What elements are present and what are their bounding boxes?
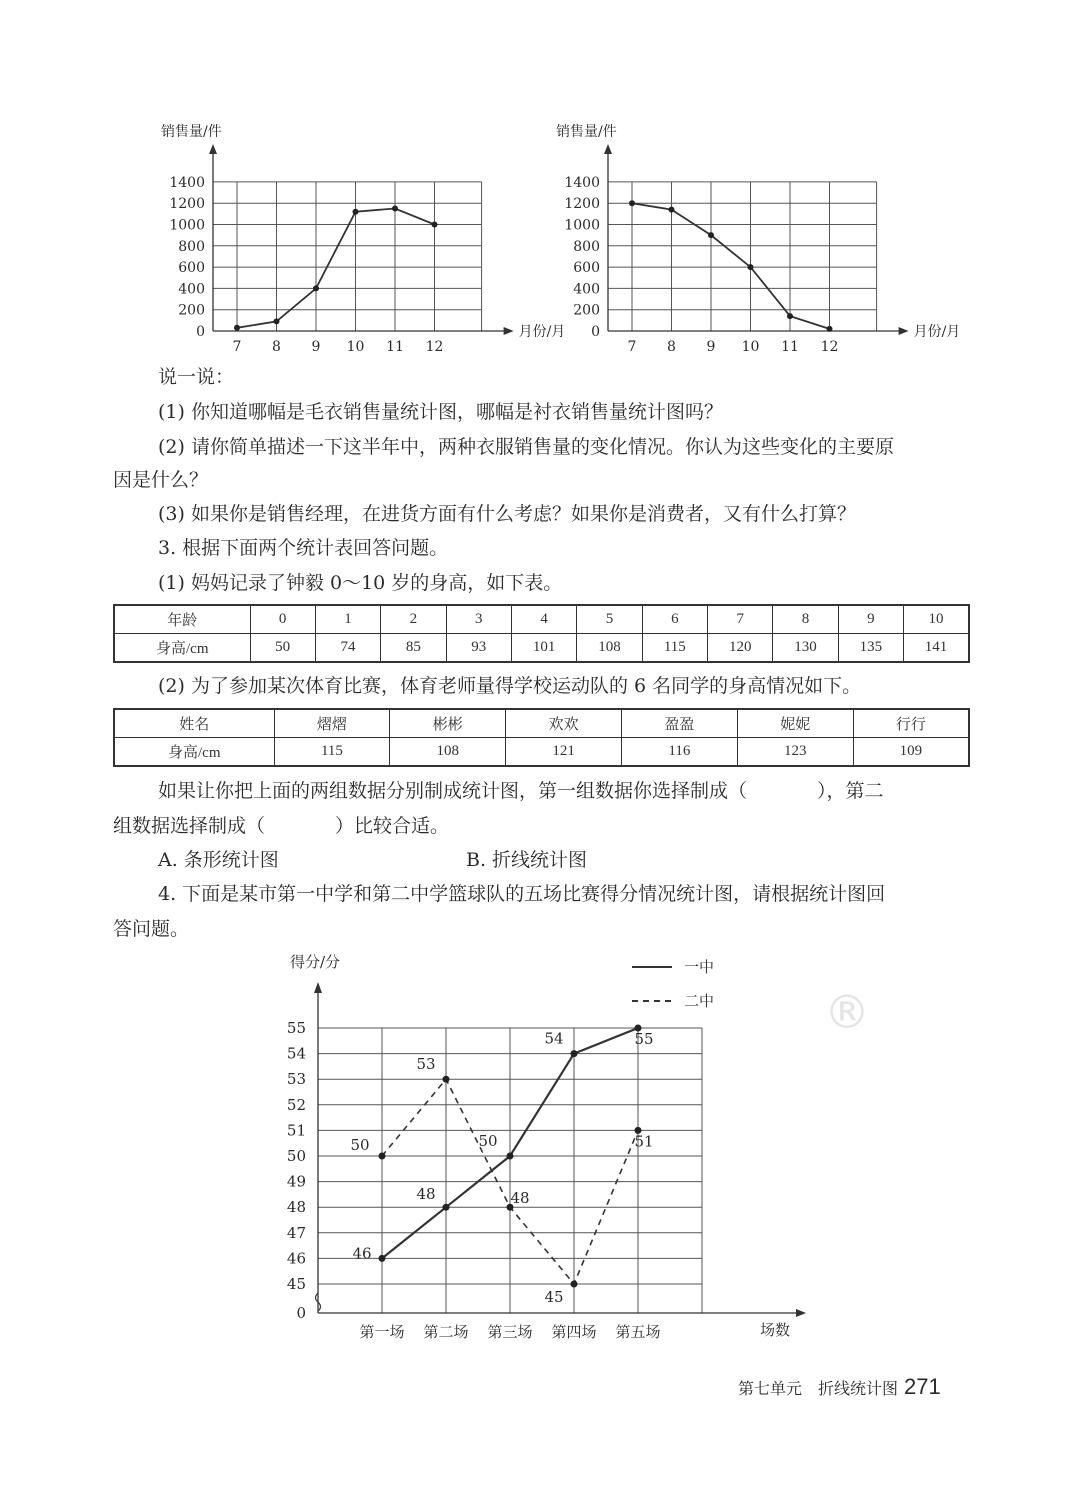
x-axis-label: 月份/月 — [913, 324, 961, 340]
data-point — [379, 1153, 386, 1160]
y-tick-label: 55 — [286, 1019, 306, 1037]
basketball-score-chart — [270, 945, 830, 1345]
data-point — [234, 325, 240, 331]
problem-3-sub-1: (1) 妈妈记录了钟毅 0～10 岁的身高，如下表。 — [158, 572, 563, 594]
x-tick-label: 11 — [386, 339, 404, 355]
x-tick-label: 第一场 — [359, 1323, 405, 1341]
x-tick-label: 10 — [346, 339, 365, 355]
x-axis-label: 月份/月 — [518, 324, 566, 340]
table-row-header: 姓名 — [114, 709, 274, 738]
y-tick-label: 46 — [286, 1249, 306, 1268]
table-row: 姓名 熠熠 彬彬 欢欢 盈盈 妮妮 行行 — [114, 709, 969, 738]
problem-3-title: 3. 根据下面两个统计表回答问题。 — [158, 537, 449, 559]
x-tick-label: 第四场 — [551, 1323, 597, 1341]
legend-label: 一中 — [684, 958, 715, 976]
fill-question-line-2: 组数据选择制成（ ）比较合适。 — [113, 815, 450, 837]
data-label: 46 — [352, 1244, 372, 1263]
y-tick-label: 45 — [286, 1275, 306, 1293]
x-tick-label: 7 — [627, 339, 637, 355]
y-tick-label: 53 — [286, 1070, 306, 1089]
y-tick-label: 1000 — [169, 217, 205, 234]
y-tick-label: 1200 — [564, 196, 600, 213]
question-2-line-1: (2) 请你简单描述一下这半年中，两种衣服销售量的变化情况。你认为这些变化的主要原 — [158, 436, 894, 458]
data-point — [443, 1204, 450, 1211]
fill-question-line-1: 如果让你把上面的两组数据分别制成统计图，第一组数据你选择制成（ ），第二 — [158, 780, 884, 802]
data-label: 45 — [544, 1288, 564, 1306]
y-tick-label: 400 — [573, 281, 600, 298]
y-tick-label: 800 — [573, 238, 600, 255]
data-point — [571, 1050, 578, 1057]
data-point — [787, 313, 793, 319]
problem-3-sub-2: (2) 为了参加某次体育比赛，体育老师量得学校运动队的 6 名同学的身高情况如下。 — [158, 675, 862, 697]
table-row: 年龄 0 1 2 3 4 5 6 7 8 9 10 — [114, 605, 969, 634]
y-tick-label: 1000 — [564, 217, 600, 234]
table-row-header: 身高/cm — [114, 634, 250, 663]
table-row-header: 年龄 — [114, 605, 250, 634]
x-axis-arrow — [899, 327, 909, 335]
table-row: 身高/cm 115 108 121 116 123 109 — [114, 738, 969, 767]
question-3: (3) 如果你是销售经理，在进货方面有什么考虑？如果你是消费者，又有什么打算？ — [158, 503, 856, 525]
x-tick-label: 11 — [781, 339, 799, 355]
x-tick-label: 12 — [820, 339, 839, 355]
data-label: 50 — [478, 1132, 498, 1150]
say-heading: 说一说： — [158, 366, 235, 388]
data-label: 51 — [634, 1132, 654, 1151]
data-point — [432, 222, 438, 228]
data-point — [313, 285, 319, 291]
y-tick-label: 800 — [178, 238, 205, 255]
x-tick-label: 第二场 — [423, 1323, 469, 1341]
age-height-table — [113, 604, 970, 663]
data-point — [669, 207, 675, 213]
x-tick-label: 第三场 — [487, 1323, 533, 1341]
y-tick-label: 0 — [196, 324, 205, 340]
question-2-line-2: 因是什么？ — [113, 469, 209, 491]
sweater-shirt-chart-right — [545, 110, 961, 360]
data-point — [353, 209, 359, 215]
y-tick-label: 1200 — [169, 196, 205, 213]
legend-label: 二中 — [684, 992, 715, 1010]
x-tick-label: 8 — [667, 339, 676, 355]
data-point — [629, 200, 635, 206]
y-tick-label: 600 — [573, 260, 600, 277]
y-tick-label: 52 — [286, 1095, 306, 1114]
data-point — [748, 264, 754, 270]
option-a[interactable]: A. 条形统计图 — [158, 849, 279, 871]
y-tick-label: 0 — [296, 1304, 306, 1322]
y-axis-arrow — [604, 144, 612, 154]
x-axis-label: 场数 — [760, 1321, 791, 1339]
data-label: 53 — [416, 1055, 436, 1074]
data-point — [507, 1153, 514, 1160]
option-b[interactable]: B. 折线统计图 — [466, 849, 588, 871]
problem-4-line-1: 4. 下面是某市第一中学和第二中学篮球队的五场比赛得分情况统计图，请根据统计图回 — [158, 883, 886, 905]
data-point — [827, 326, 833, 332]
x-axis-arrow — [504, 327, 514, 335]
data-label: 48 — [416, 1185, 436, 1204]
y-tick-label: 47 — [286, 1223, 306, 1242]
page-footer — [738, 1374, 941, 1400]
x-tick-label: 8 — [272, 339, 281, 355]
x-tick-label: 12 — [425, 339, 444, 355]
x-tick-label: 第五场 — [615, 1323, 661, 1341]
y-tick-label: 51 — [286, 1121, 306, 1140]
y-axis-arrow — [314, 982, 322, 993]
table-row-header: 身高/cm — [114, 738, 274, 767]
data-point — [571, 1281, 578, 1288]
y-axis-label: 销售量/件 — [161, 124, 222, 140]
y-tick-label: 48 — [286, 1198, 306, 1217]
y-axis-label: 销售量/件 — [556, 124, 617, 140]
x-axis-arrow — [796, 1309, 806, 1317]
registered-mark: ® — [824, 985, 870, 1039]
x-tick-label: 9 — [311, 339, 321, 355]
y-tick-label: 400 — [178, 281, 205, 298]
data-point — [379, 1255, 386, 1262]
data-label: 48 — [510, 1189, 530, 1208]
x-tick-label: 10 — [741, 339, 760, 355]
y-tick-label: 54 — [286, 1044, 306, 1063]
data-point — [392, 206, 398, 212]
sweater-shirt-chart-left — [150, 110, 566, 360]
data-label: 54 — [544, 1029, 564, 1048]
y-tick-label: 49 — [286, 1172, 306, 1191]
table-row: 身高/cm 50 74 85 93 101 108 115 120 130 135 141 — [114, 634, 969, 663]
y-axis-label: 得分/分 — [290, 953, 341, 971]
y-tick-label: 200 — [178, 302, 205, 319]
data-point — [708, 232, 714, 238]
question-1: (1) 你知道哪幅是毛衣销售量统计图，哪幅是衬衣销售量统计图吗？ — [158, 401, 723, 423]
page-number: 271 — [904, 1374, 941, 1399]
y-axis-arrow — [209, 144, 217, 154]
data-label: 55 — [634, 1030, 654, 1048]
y-tick-label: 600 — [178, 260, 205, 277]
y-tick-label: 200 — [573, 302, 600, 319]
data-point — [443, 1076, 450, 1083]
problem-4-line-2: 答问题。 — [113, 918, 190, 940]
y-tick-label: 0 — [591, 324, 600, 340]
y-tick-label: 1400 — [169, 174, 205, 191]
y-tick-label: 50 — [286, 1147, 306, 1165]
x-tick-label: 7 — [232, 339, 242, 355]
y-tick-label: 1400 — [564, 174, 600, 191]
footer-unit-title: 第七单元 折线统计图 — [738, 1379, 899, 1398]
x-tick-label: 9 — [706, 339, 716, 355]
data-point — [274, 318, 280, 324]
data-label: 50 — [350, 1136, 370, 1154]
team-height-table — [113, 708, 970, 767]
